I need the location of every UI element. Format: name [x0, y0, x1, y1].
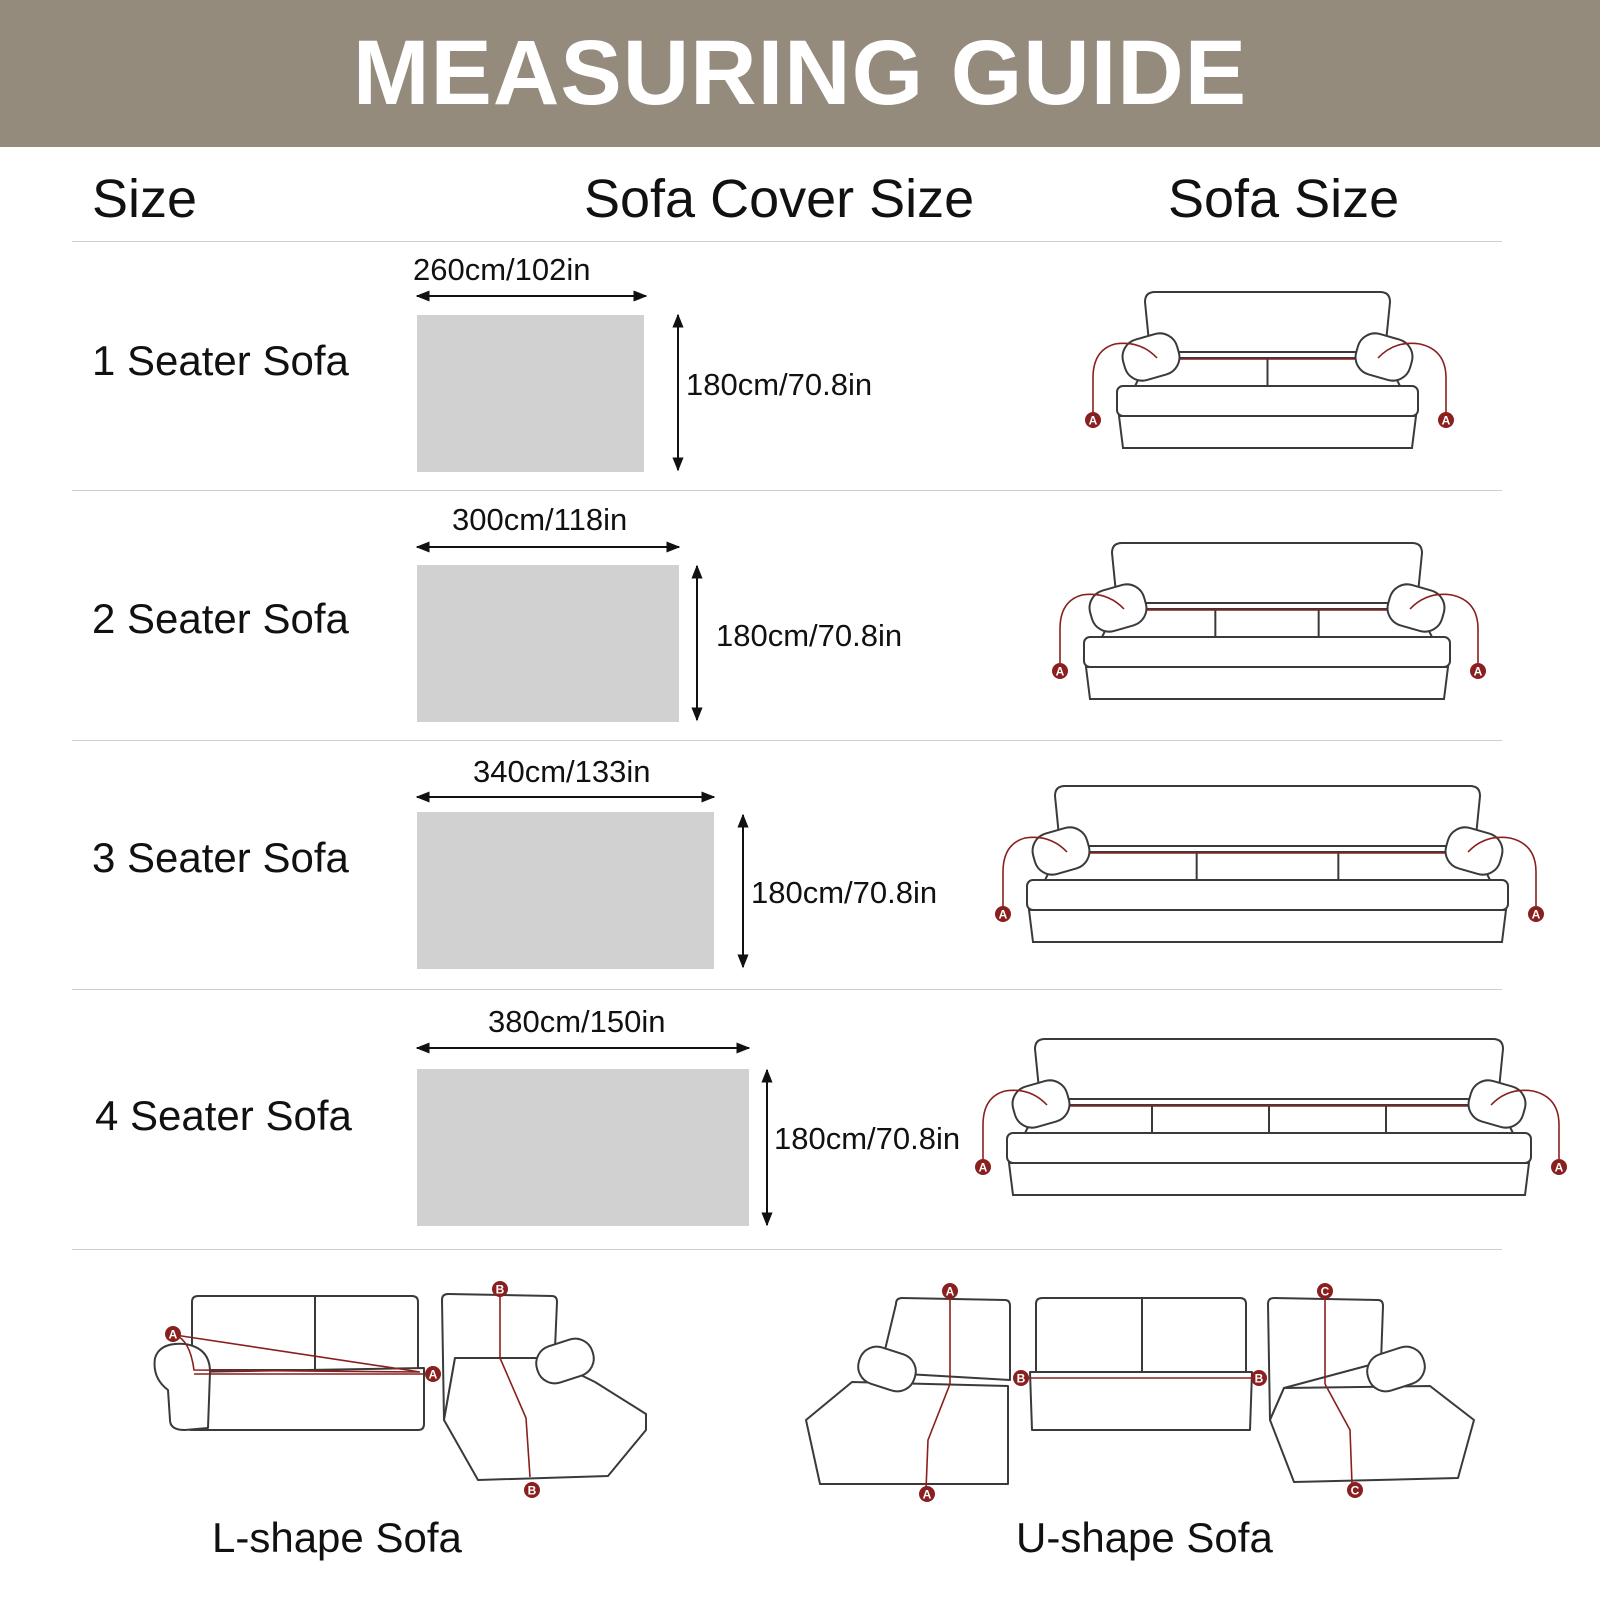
marker-badge-a — [1470, 663, 1486, 679]
cover-height-3-seater: 180cm/70.8in — [751, 875, 938, 910]
cover-height-1-seater: 180cm/70.8in — [686, 367, 873, 402]
marker-badge-a — [1528, 906, 1544, 922]
marker-badge-c — [1317, 1283, 1333, 1299]
marker-badge-a — [1551, 1159, 1567, 1175]
marker-badge-label: A — [1531, 907, 1541, 922]
marker-badge-label: A — [1441, 413, 1451, 428]
cover-width-1-seater: 260cm/102in — [413, 252, 591, 287]
marker-badge-a — [425, 1366, 441, 1382]
marker-badge-label: A — [1088, 413, 1098, 428]
marker-badge-label: A — [998, 907, 1008, 922]
marker-badge-label: B — [495, 1282, 505, 1297]
marker-badge-a — [1085, 412, 1101, 428]
cover-height-4-seater: 180cm/70.8in — [774, 1121, 961, 1156]
marker-badge-a — [165, 1326, 181, 1342]
row-label-2-seater: 2 Seater Sofa — [92, 595, 349, 642]
marker-badge-a — [1052, 663, 1068, 679]
page-title: MEASURING GUIDE — [352, 22, 1248, 124]
marker-badge-label: C — [1350, 1483, 1360, 1498]
l-shape-label: L-shape Sofa — [212, 1514, 462, 1561]
marker-badge-label: A — [922, 1487, 932, 1502]
marker-badge-label: C — [1320, 1284, 1330, 1299]
u-shape-label: U-shape Sofa — [1016, 1514, 1273, 1561]
cover-width-2-seater: 300cm/118in — [452, 502, 628, 537]
marker-badge-a — [942, 1283, 958, 1299]
marker-badge-b — [1251, 1370, 1267, 1386]
marker-badge-c — [1347, 1482, 1363, 1498]
column-header-cover-size: Sofa Cover Size — [584, 169, 975, 229]
marker-badge-b — [524, 1482, 540, 1498]
marker-badge-a — [919, 1486, 935, 1502]
marker-badge-a — [1438, 412, 1454, 428]
marker-badge-label: A — [1554, 1160, 1564, 1175]
marker-badge-a — [975, 1159, 991, 1175]
marker-badge-label: B — [1254, 1371, 1264, 1386]
column-header-size: Size — [92, 169, 198, 229]
marker-badge-label: A — [428, 1367, 438, 1382]
cover-width-3-seater: 340cm/133in — [473, 754, 651, 789]
row-label-4-seater: 4 Seater Sofa — [95, 1092, 352, 1139]
marker-badge-b — [492, 1281, 508, 1297]
marker-badge-label: A — [1055, 664, 1065, 679]
marker-badge-label: A — [168, 1327, 178, 1342]
cover-width-4-seater: 380cm/150in — [488, 1004, 666, 1039]
cover-height-2-seater: 180cm/70.8in — [716, 618, 903, 653]
column-header-sofa-size: Sofa Size — [1168, 169, 1400, 229]
marker-badge-label: B — [527, 1483, 537, 1498]
marker-badge-label: A — [978, 1160, 988, 1175]
marker-badge-label: A — [1473, 664, 1483, 679]
marker-badge-b — [1013, 1370, 1029, 1386]
marker-badge-label: B — [1016, 1371, 1026, 1386]
row-label-3-seater: 3 Seater Sofa — [92, 834, 349, 881]
marker-badge-label: A — [945, 1284, 955, 1299]
row-label-1-seater: 1 Seater Sofa — [92, 337, 349, 384]
marker-badge-a — [995, 906, 1011, 922]
